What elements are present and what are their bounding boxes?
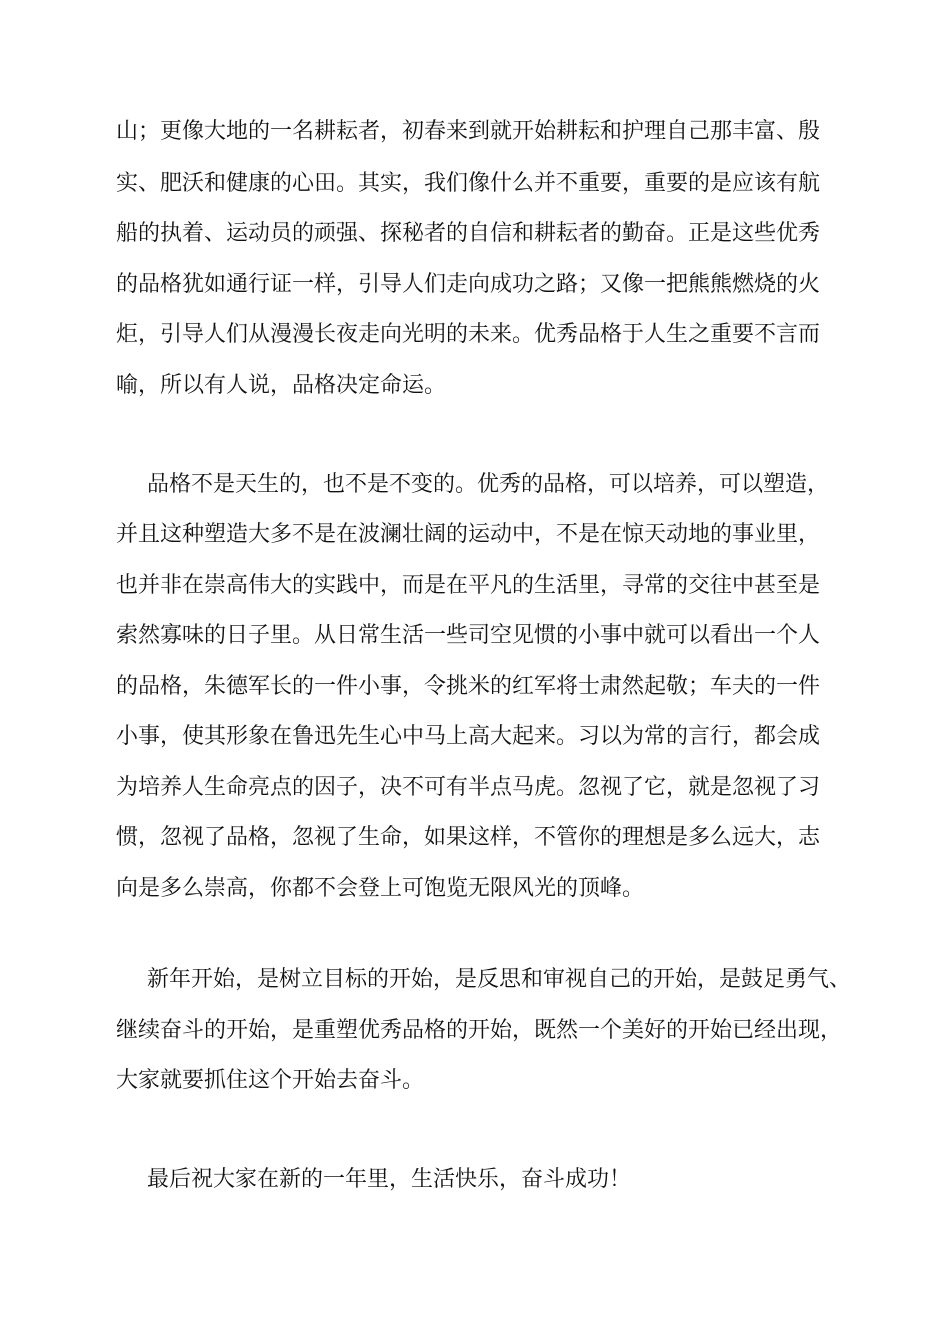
text-line: 大家就要抓住这个开始去奋斗。 xyxy=(116,1068,425,1093)
text-line: 索然寡味的日子里。从日常生活一些司空见惯的小事中就可以看出一个人 xyxy=(116,623,821,648)
text-line: 小事，使其形象在鲁迅先生心中马上高大起来。习以为常的言行，都会成 xyxy=(116,724,821,749)
text-line: 炬，引导人们从漫漫长夜走向光明的未来。优秀品格于人生之重要不言而 xyxy=(116,322,821,347)
text-line: 船的执着、运动员的顽强、探秘者的自信和耕耘者的勤奋。正是这些优秀 xyxy=(116,221,821,246)
text-line: 的品格犹如通行证一样，引导人们走向成功之路；又像一把熊熊燃烧的火 xyxy=(116,272,821,297)
text-line: 品格不是天生的，也不是不变的。优秀的品格，可以培养，可以塑造， xyxy=(147,472,830,497)
text-line: 向是多么崇高，你都不会登上可饱览无限风光的顶峰。 xyxy=(116,876,645,901)
text-line: 实、肥沃和健康的心田。其实，我们像什么并不重要，重要的是应该有航 xyxy=(116,171,821,196)
text-line: 最后祝大家在新的一年里，生活快乐，奋斗成功！ xyxy=(147,1167,632,1192)
text-line: 并且这种塑造大多不是在波澜壮阔的运动中，不是在惊天动地的事业里， xyxy=(116,522,821,547)
text-line: 也并非在崇高伟大的实践中，而是在平凡的生活里，寻常的交往中甚至是 xyxy=(116,573,821,598)
text-line: 喻，所以有人说，品格决定命运。 xyxy=(116,373,447,398)
text-line: 新年开始，是树立目标的开始，是反思和审视自己的开始，是鼓足勇气、 xyxy=(147,967,852,992)
text-line: 为培养人生命亮点的因子，决不可有半点马虎。忽视了它，就是忽视了习 xyxy=(116,775,821,800)
text-line: 的品格，朱德军长的一件小事，令挑米的红军将士肃然起敬；车夫的一件 xyxy=(116,674,821,699)
text-line: 继续奋斗的开始，是重塑优秀品格的开始，既然一个美好的开始已经出现， xyxy=(116,1018,843,1043)
text-line: 惯，忽视了品格，忽视了生命，如果这样，不管你的理想是多么远大，志 xyxy=(116,825,821,850)
text-line: 山；更像大地的一名耕耘者，初春来到就开始耕耘和护理自己那丰富、殷 xyxy=(116,119,821,144)
